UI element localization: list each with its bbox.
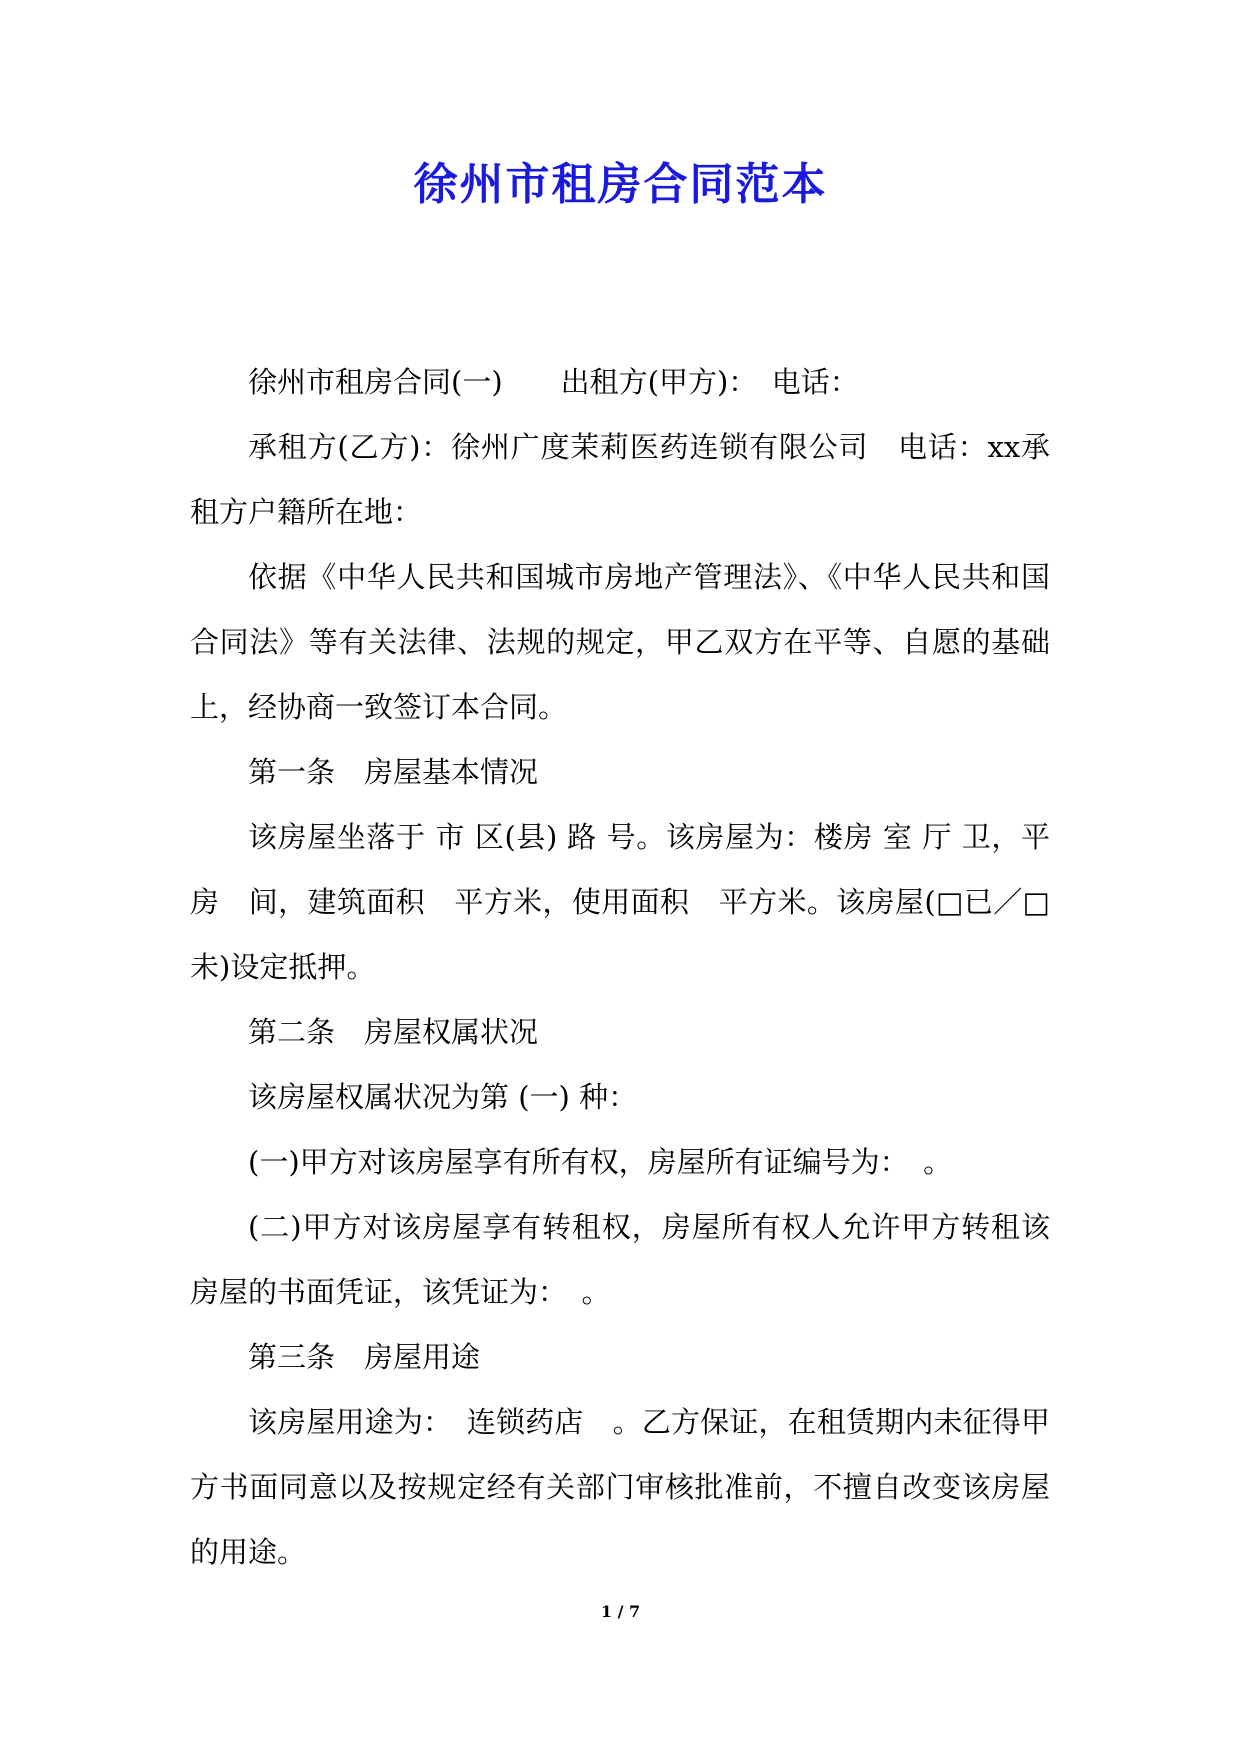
article-3-body: 该房屋用途为： 连锁药店 。乙方保证，在租赁期内未征得甲方书面同意以及按规定经有关部门审核批准前，不擅自改变该房屋的用途。 bbox=[190, 1405, 1050, 1569]
paragraph-legal-basis: 依据《中华人民共和国城市房地产管理法》、《中华人民共和国合同法》等有关法律、法规的规定，甲乙双方在平等、自愿的基础上，经协商一致签订本合同。 bbox=[190, 560, 1050, 724]
article-1-body: 该房屋坐落于 市 区(县) 路 号。该房屋为：楼房 室 厅 卫，平房 间，建筑面积 平方米，使用面积 平方米。该房屋(□已／□未)设定抵押。 bbox=[190, 820, 1050, 984]
page-number: 1 / 7 bbox=[600, 1602, 641, 1621]
document-body bbox=[190, 350, 1050, 1585]
article-3-heading: 第三条 房屋用途 bbox=[248, 1340, 481, 1374]
article-2-item-2: (二)甲方对该房屋享有转租权，房屋所有权人允许甲方转租该房屋的书面凭证，该凭证为： 。 bbox=[190, 1210, 1050, 1309]
paragraph-parties-lessee: 承租方(乙方)：徐州广度茉莉医药连锁有限公司 电话：xx承租方户籍所在地： bbox=[190, 430, 1050, 529]
article-2-body: 该房屋权属状况为第 (一) 种： bbox=[248, 1080, 638, 1114]
document-title: 徐州市租房合同范本 bbox=[413, 159, 828, 210]
article-2-heading: 第二条 房屋权属状况 bbox=[248, 1015, 539, 1049]
article-2-item-1: (一)甲方对该房屋享有所有权，房屋所有证编号为： 。 bbox=[248, 1145, 953, 1179]
paragraph-parties-lessor: 徐州市租房合同(一) 出租方(甲方)： 电话： bbox=[248, 365, 859, 399]
article-1-heading: 第一条 房屋基本情况 bbox=[248, 755, 539, 789]
